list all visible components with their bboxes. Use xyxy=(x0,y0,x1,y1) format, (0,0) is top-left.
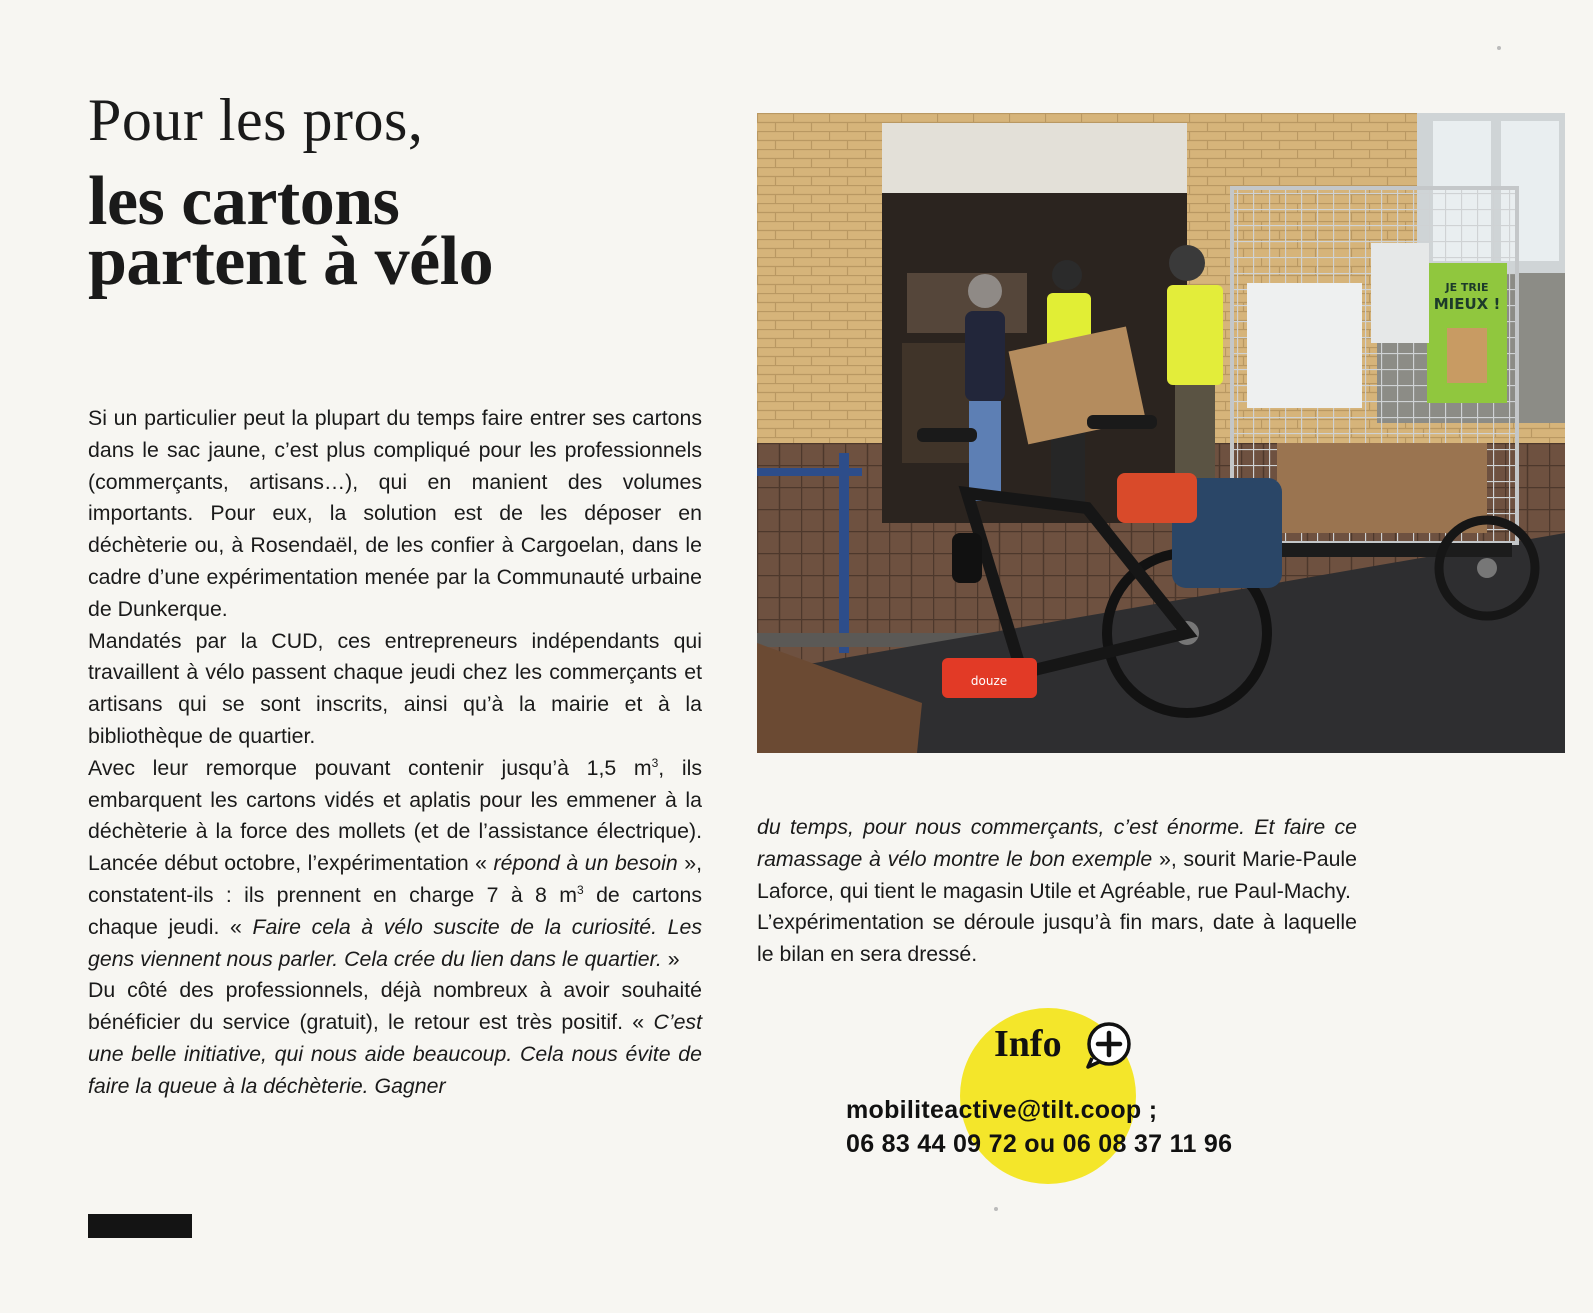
article-body-left-column xyxy=(88,403,702,1103)
article-photo-cargo-bike xyxy=(757,113,1565,753)
body-paragraph-1: Si un particulier peut la plupart du temps faire entrer ses cartons dans le sac jaune, c’est plus compliqué pour les professionnels (commerçants, artisans…), qui en manient des volumes importants. Pour eux, la solution est de les déposer en déchèterie ou, à Rosendaël, de les confier à Cargoelan, dans le cadre d’une expérimentation menée par la Communauté urbaine de Dunkerque. xyxy=(88,406,702,621)
body-paragraph-2: Mandatés par la CUD, ces entrepreneurs indépendants qui travaillent à vélo passent chaque jeudi chez les commerçants et artisans qui se sont inscrits, ainsi qu’à la mairie et à la bibliothèque de quartier. xyxy=(88,628,702,748)
article-body-right-column xyxy=(757,812,1357,971)
scan-speck xyxy=(994,1207,998,1211)
body-paragraph-4: Du côté des professionnels, déjà nombreux à avoir souhaité bénéficier du service (gratuit), le retour est très positif. « C’est une belle initiative, qui nous aide beaucoup. Cela nous évite de faire la queue à la déchèterie. Gagner xyxy=(88,978,702,1098)
page-marker-bar xyxy=(88,1214,192,1238)
body-paragraph-3: Avec leur remorque pouvant contenir jusqu’à 1,5 $m^3$, ils embarquent les cartons vidés et aplatis pour les emmener à la déchèterie à la force des mollets (et de l’assistance électrique). Lancée début octobre, l’expérimentation « répond à un besoin », constatent-ils : ils prennent en charge 7 à 8 $m^3$ de cartons chaque jeudi. « Faire cela à vélo suscite de la curiosité. Les gens viennent nous parler. Cela crée du lien dans le quartier. » xyxy=(88,755,702,971)
svg-text:douze: douze xyxy=(970,674,1008,688)
contact-phones[interactable]: 06 83 44 09 72 ou 06 08 37 11 96 xyxy=(846,1130,1233,1158)
contact-email[interactable]: mobiliteactive@tilt.coop ; xyxy=(846,1096,1158,1124)
body-paragraph-5: du temps, pour nous commerçants, c’est énorme. Et faire ce ramassage à vélo montre le bon exemple », sourit Marie-Paule Laforce, qui tient le magasin Utile et Agréable, rue Paul-Machy. xyxy=(757,815,1357,903)
info-label: Info xyxy=(994,1023,1062,1065)
info-contact xyxy=(846,1093,1232,1161)
svg-text:JE TRIE: JE TRIE xyxy=(1445,281,1489,294)
scan-speck xyxy=(1497,46,1501,50)
title-line-2: les cartons xyxy=(88,163,400,240)
article-title xyxy=(88,80,728,300)
svg-text:MIEUX !: MIEUX ! xyxy=(1433,295,1501,313)
title-line-1: Pour les pros, xyxy=(88,87,424,153)
body-paragraph-6: L’expérimentation se déroule jusqu’à fin mars, date à laquelle le bilan en sera dressé. xyxy=(757,910,1357,967)
title-line-3: partent à vélo xyxy=(88,223,494,300)
plus-circle-icon xyxy=(1083,1020,1133,1070)
